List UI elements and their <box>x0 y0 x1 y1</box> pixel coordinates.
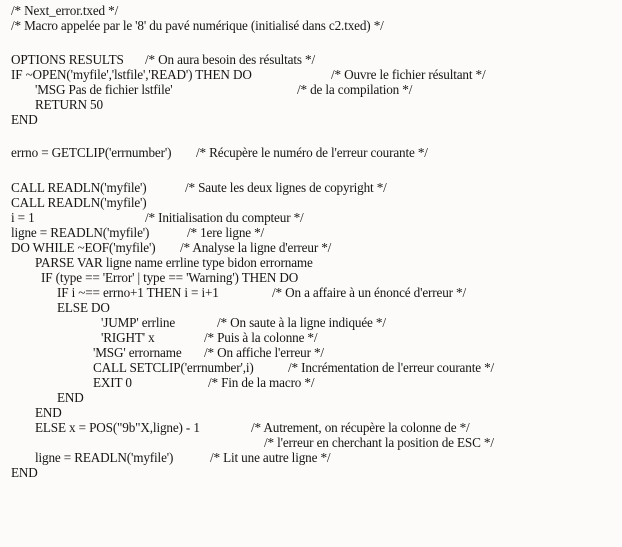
code-comment: /* On affiche l'erreur */ <box>204 345 324 360</box>
code-text: ligne = READLN('myfile') <box>11 225 150 240</box>
code-line <box>0 255 313 270</box>
code-line <box>0 225 265 240</box>
code-text: IF (type == 'Error' | type == 'Warning') THEN DO <box>41 270 299 285</box>
code-comment: /* 1ere ligne */ <box>187 225 265 240</box>
code-text: PARSE VAR ligne name errline type bidon errorname <box>35 255 313 270</box>
code-text: ELSE DO <box>57 300 110 315</box>
code-text: END <box>11 465 38 480</box>
code-text: /* Macro appelée par le '8' du pavé numérique (initialisé dans c2.txed) */ <box>11 18 384 33</box>
code-comment: /* On aura besoin des résultats */ <box>145 52 315 67</box>
code-line <box>0 195 147 210</box>
code-line <box>0 97 103 112</box>
code-line <box>0 3 119 18</box>
code-comment: /* Récupère le numéro de l'erreur courante */ <box>196 145 428 160</box>
code-line <box>0 300 110 315</box>
code-line <box>0 240 332 255</box>
code-comment: /* On saute à la ligne indiquée */ <box>217 315 386 330</box>
code-comment: /* de la compilation */ <box>297 82 413 97</box>
code-text: IF i ~== errno+1 THEN i = i+1 <box>57 285 219 300</box>
code-line <box>0 52 315 67</box>
code-comment: /* Autrement, on récupère la colonne de */ <box>251 420 470 435</box>
code-comment: /* On a affaire à un énoncé d'erreur */ <box>272 285 466 300</box>
code-text: END <box>35 405 62 420</box>
code-line <box>0 270 299 285</box>
code-line <box>0 145 428 160</box>
code-text: 'JUMP' errline <box>101 315 176 330</box>
code-text: /* Next_error.txed */ <box>11 3 119 18</box>
code-text: 'RIGHT' x <box>101 330 155 345</box>
code-text: RETURN 50 <box>35 97 103 112</box>
code-text: CALL READLN('myfile') <box>11 180 147 195</box>
code-line <box>0 465 38 480</box>
code-comment: /* Fin de la macro */ <box>208 375 315 390</box>
code-line <box>0 18 384 33</box>
code-text: ligne = READLN('myfile') <box>35 450 174 465</box>
code-text: EXIT 0 <box>93 375 132 390</box>
code-line <box>0 360 495 375</box>
code-line <box>0 390 84 405</box>
code-comment: /* Incrémentation de l'erreur courante */ <box>288 360 495 375</box>
code-line <box>0 82 413 97</box>
code-text: OPTIONS RESULTS <box>11 52 124 67</box>
code-comment: /* Saute les deux lignes de copyright */ <box>185 180 387 195</box>
code-text: 'MSG' errorname <box>93 345 182 360</box>
code-comment: /* l'erreur en cherchant la position de ESC */ <box>264 435 494 450</box>
code-line <box>0 435 494 450</box>
code-comment: /* Puis à la colonne */ <box>204 330 318 345</box>
code-line <box>0 67 486 82</box>
code-line <box>0 315 386 330</box>
code-line <box>0 345 324 360</box>
code-line <box>0 450 331 465</box>
code-text: CALL SETCLIP('errnumber',i) <box>93 360 254 375</box>
code-line <box>0 405 62 420</box>
code-line <box>0 112 38 127</box>
code-line <box>0 330 318 345</box>
code-text: END <box>11 112 38 127</box>
code-comment: /* Ouvre le fichier résultant */ <box>331 67 486 82</box>
code-text: 'MSG Pas de fichier lstfile' <box>35 82 173 97</box>
code-text: END <box>57 390 84 405</box>
code-comment: /* Lit une autre ligne */ <box>210 450 331 465</box>
code-line <box>0 285 466 300</box>
code-text: IF ~OPEN('myfile','lstfile','READ') THEN DO <box>11 67 252 82</box>
code-comment: /* Initialisation du compteur */ <box>145 210 304 225</box>
code-line <box>0 210 304 225</box>
code-line <box>0 375 315 390</box>
code-line <box>0 420 470 435</box>
code-text: DO WHILE ~EOF('myfile') <box>11 240 156 255</box>
code-text: CALL READLN('myfile') <box>11 195 147 210</box>
code-line <box>0 180 387 195</box>
code-text: i = 1 <box>11 210 35 225</box>
code-comment: /* Analyse la ligne d'erreur */ <box>180 240 332 255</box>
code-text: ELSE x = POS("9b"X,ligne) - 1 <box>35 420 200 435</box>
code-text: errno = GETCLIP('errnumber') <box>11 145 172 160</box>
